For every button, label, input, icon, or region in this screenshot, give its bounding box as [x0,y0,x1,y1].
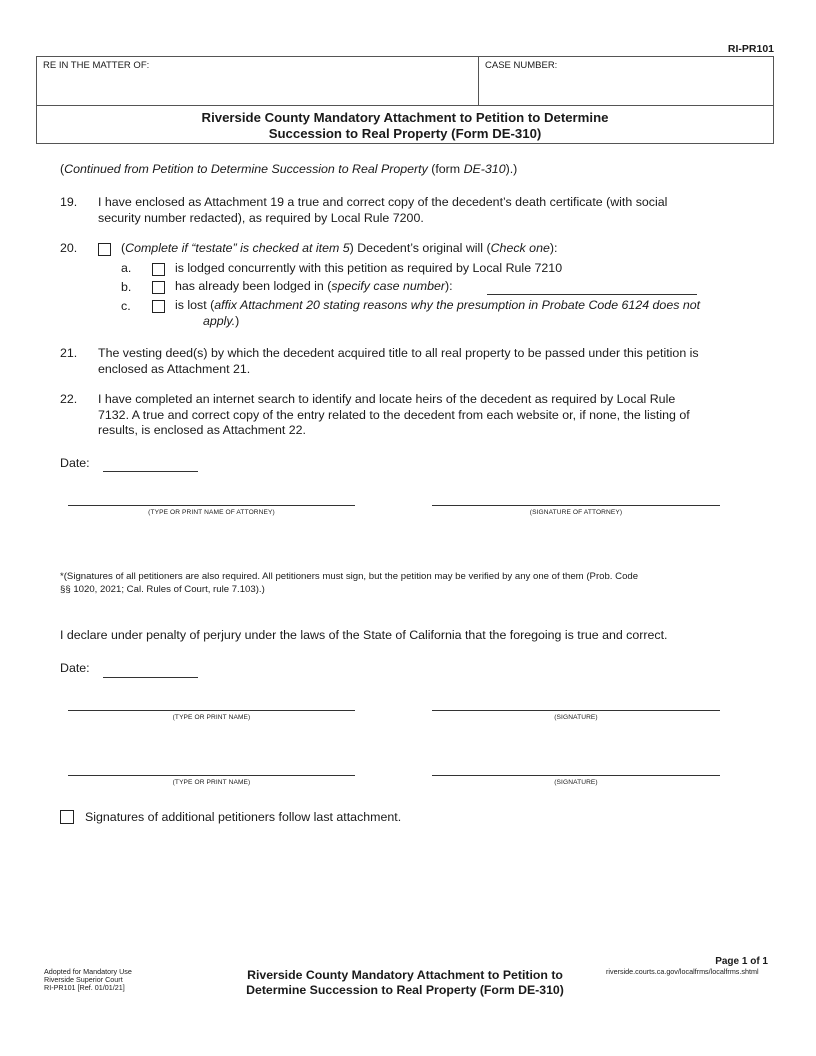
item-21-text: The vesting deed(s) by which the decedent acquired title to all real property to be passed under this petition is enclosed as Attachment 21. [98,346,699,376]
item-20-number: 20. [60,241,78,255]
additional-petitioners-checkbox[interactable] [60,810,74,828]
page-number: Page 1 of 1 [715,956,768,967]
option-a-letter: a. [121,261,132,275]
item-20-intro: (Complete if “testate” is checked at item 5) Decedent’s original will (Check one): [121,241,558,255]
petitioner-1-name-caption: (TYPE OR PRINT NAME) [172,714,251,721]
option-c-checkbox[interactable] [152,299,165,317]
petitioner-2-signature-caption: (SIGNATURE) [554,779,598,786]
case-number-field[interactable] [479,57,773,105]
item-19-text: I have enclosed as Attachment 19 a true and correct copy of the decedent’s death certificate (with social security number redacted), as required by Local Rule 7200. [98,195,668,225]
continued-note: (Continued from Petition to Determine Succession to Real Property (form DE-310).) [60,162,518,176]
petitioner-1-signature-caption: (SIGNATURE) [554,714,598,721]
matter-field[interactable] [37,57,479,105]
item-20-checkbox[interactable] [98,242,111,260]
attorney-signature-line[interactable] [432,505,720,516]
form-title-line2: Succession to Real Property (Form DE-310) [268,126,542,141]
case-number-label: CASE NUMBER: [485,60,558,71]
petitioner-2-name-caption: (TYPE OR PRINT NAME) [172,779,251,786]
form-title-line1: Riverside County Mandatory Attachment to Petition to Determine [201,110,609,125]
option-a-text: is lodged concurrently with this petition as required by Local Rule 7210 [175,261,563,275]
attorney-name-line[interactable] [68,505,355,516]
item-22-text: I have completed an internet search to identify and locate heirs of the decedent as required by Local Rule 7132. A true and correct copy of the entry related to the decedent from each website or, if none, the listing of results, is enclosed as Attachment 22. [98,392,690,437]
caption-header [36,56,774,144]
footer-url[interactable]: riverside.courts.ca.gov/localfrms/localfrms.shtml [606,967,759,976]
attorney-name-caption: (TYPE OR PRINT NAME OF ATTORNEY) [148,509,275,516]
date-input-1[interactable] [103,457,198,472]
option-a-checkbox[interactable] [152,262,165,280]
case-number-input[interactable] [487,280,697,295]
date-input-2[interactable] [103,663,198,678]
petitioner-2-name-line[interactable] [68,775,355,786]
additional-petitioners-text: Signatures of additional petitioners follow last attachment. [85,810,402,824]
petitioner-1-signature-line[interactable] [432,710,720,721]
option-b-checkbox[interactable] [152,280,165,298]
form-id: RI-PR101 [727,43,774,55]
attorney-signature-caption: (SIGNATURE OF ATTORNEY) [529,509,623,516]
item-21-number: 21. [60,346,78,360]
date-label-2: Date: [60,661,90,675]
option-b-text: has already been lodged in (specify case number): [175,279,453,293]
declaration-text: I declare under penalty of perjury under the laws of the State of California that the foregoing is true and correct. [60,628,668,642]
petitioner-1-name-line[interactable] [68,710,355,721]
matter-label: RE IN THE MATTER OF: [43,60,150,71]
item-19-number: 19. [60,195,78,209]
option-b-letter: b. [121,280,132,294]
date-label-1: Date: [60,456,90,470]
footer-title: Riverside County Mandatory Attachment to Petition to Determine Succession to Real Property (Form DE-310) [246,968,564,997]
petitioner-2-signature-line[interactable] [432,775,720,786]
signature-note: *(Signatures of all petitioners are also required. All petitioners must sign, but the petition may be verified by any one of them (Prob. Code §§ 1020, 2021; Cal. Rules of Court, rule 7.103).) [60,571,639,595]
form-title [37,105,773,143]
adopted-note: Adopted for Mandatory Use Riverside Superior Court RI-PR101 [Ref. 01/01/21] [44,967,132,992]
item-22-number: 22. [60,392,78,406]
option-c-letter: c. [121,299,131,313]
option-c-text: is lost (affix Attachment 20 stating reasons why the presumption in Probate Code 6124 does not apply.) [175,298,701,328]
